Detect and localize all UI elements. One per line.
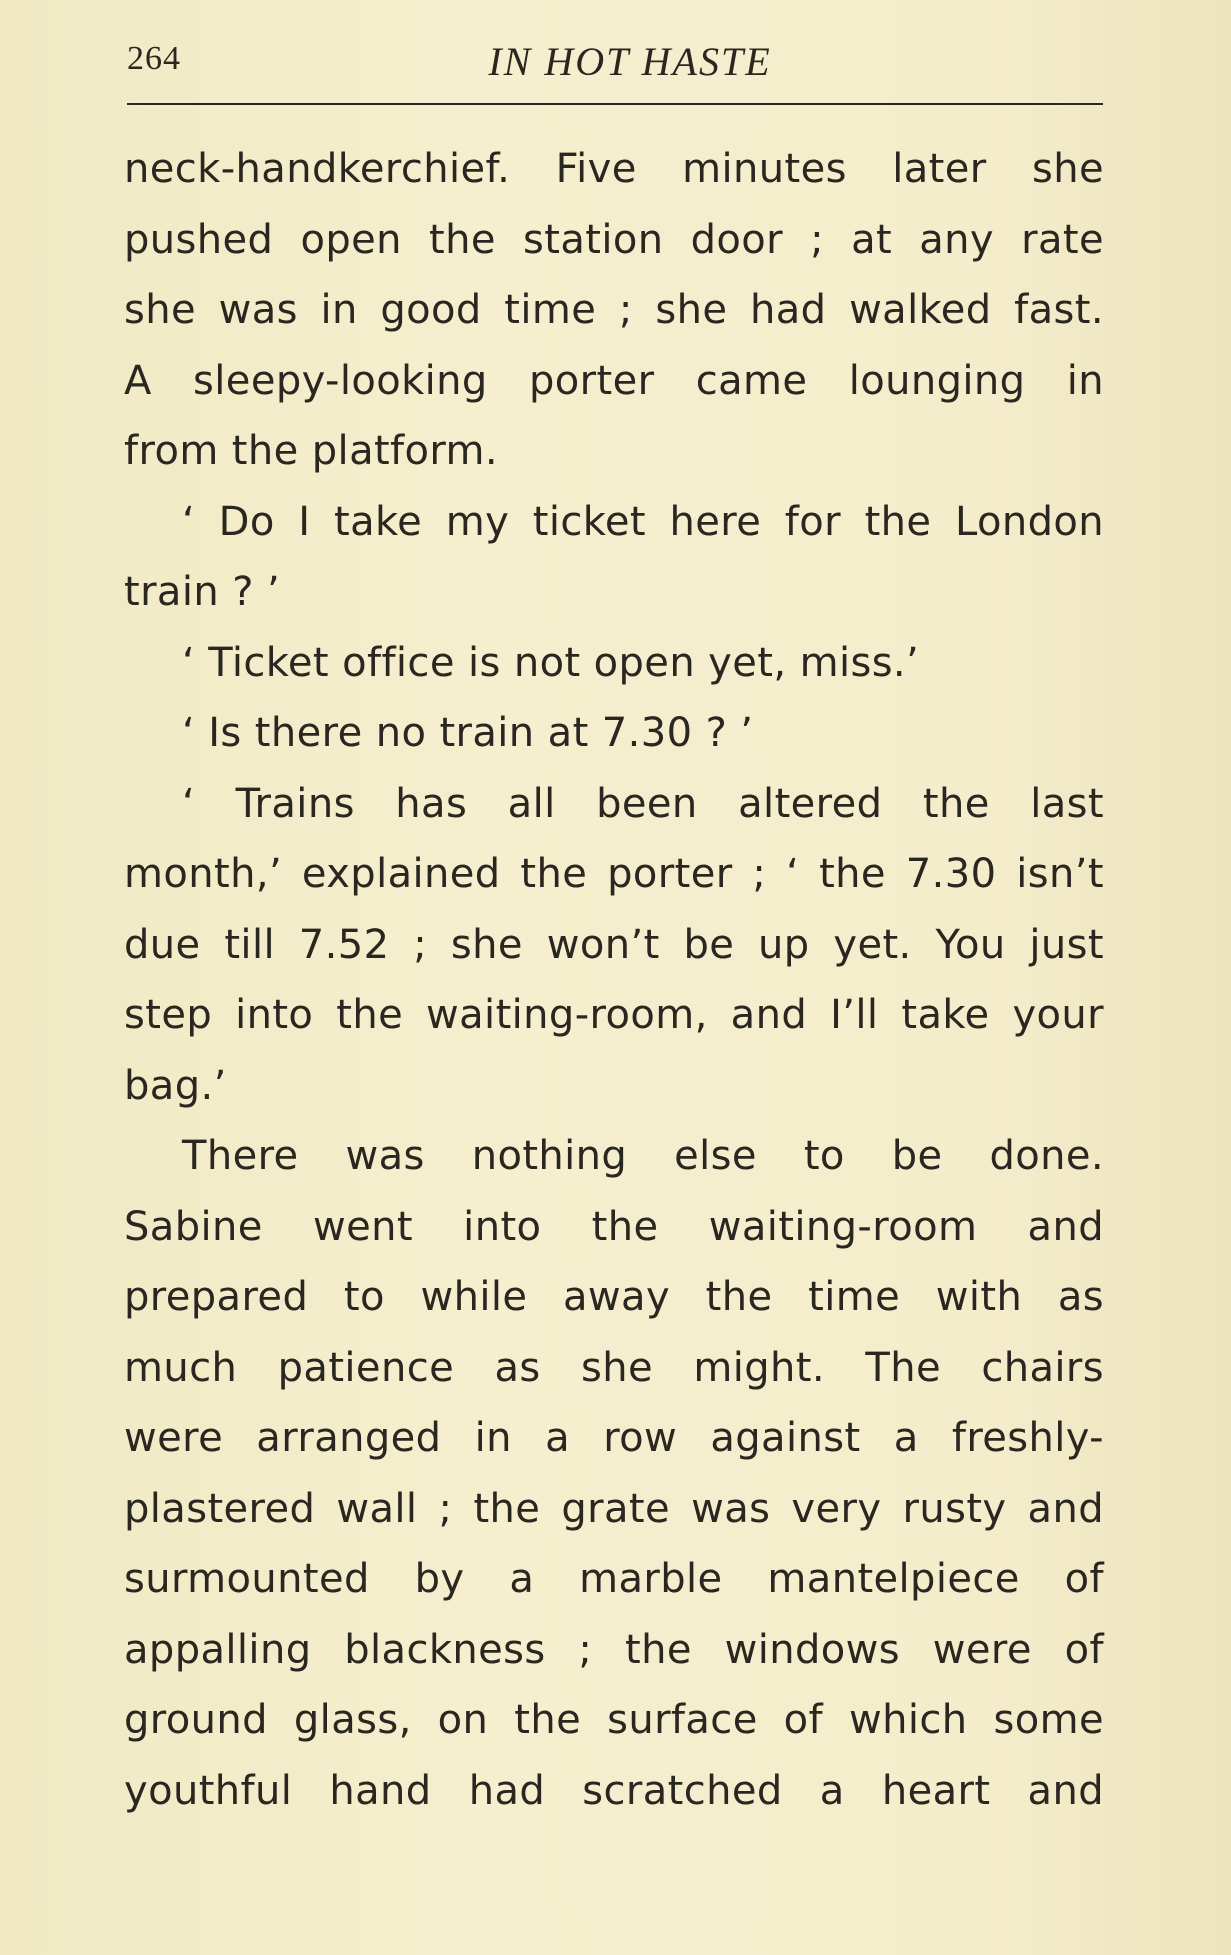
text-line: ground glass, on the surface of which some [124, 1697, 1104, 1743]
header-rule [127, 103, 1103, 105]
text-line: were arranged in a row against a freshly- [124, 1415, 1104, 1461]
text-line: ‘ Do I take my ticket here for the London [182, 498, 1104, 545]
text-line: surmounted by a marble mantelpiece of [124, 1556, 1104, 1602]
text-line: There was nothing else to be done. [182, 1133, 1104, 1179]
text-line: plastered wall ; the grate was very rusty and [124, 1485, 1104, 1532]
text-line: ‘ Ticket office is not open yet, miss.’ [182, 639, 920, 686]
running-title: IN HOT HASTE [488, 39, 772, 84]
text-line: neck-handkerchief. Five minutes later she [124, 146, 1104, 192]
text-line: ‘ Trains has all been altered the last [182, 780, 1104, 827]
text-line: train ? ’ [124, 569, 281, 615]
text-line: pushed open the station door ; at any rate [124, 216, 1104, 263]
page-number: 264 [127, 40, 181, 77]
text-line: A sleepy-looking porter came lounging in [124, 357, 1104, 404]
text-line: step into the waiting-room, and I’ll take your [124, 992, 1104, 1038]
page-header [127, 34, 1103, 94]
text-line: from the platform. [124, 428, 499, 474]
text-line: ‘ Is there no train at 7.30 ? ’ [182, 710, 754, 756]
text-line: prepared to while away the time with as [124, 1274, 1104, 1320]
text-line: she was in good time ; she had walked fast. [124, 287, 1104, 333]
text-line: youthful hand had scratched a heart and [124, 1767, 1104, 1814]
text-line: appalling blackness ; the windows were of [124, 1626, 1104, 1673]
text-line: month,’ explained the porter ; ‘ the 7.30 isn’t [124, 851, 1104, 897]
text-line: much patience as she might. The chairs [124, 1344, 1104, 1391]
text-line: due till 7.52 ; she won’t be up yet. You just [124, 921, 1104, 968]
body-text [124, 134, 1104, 1826]
text-line: Sabine went into the waiting-room and [124, 1203, 1104, 1250]
text-line: bag.’ [124, 1062, 227, 1109]
